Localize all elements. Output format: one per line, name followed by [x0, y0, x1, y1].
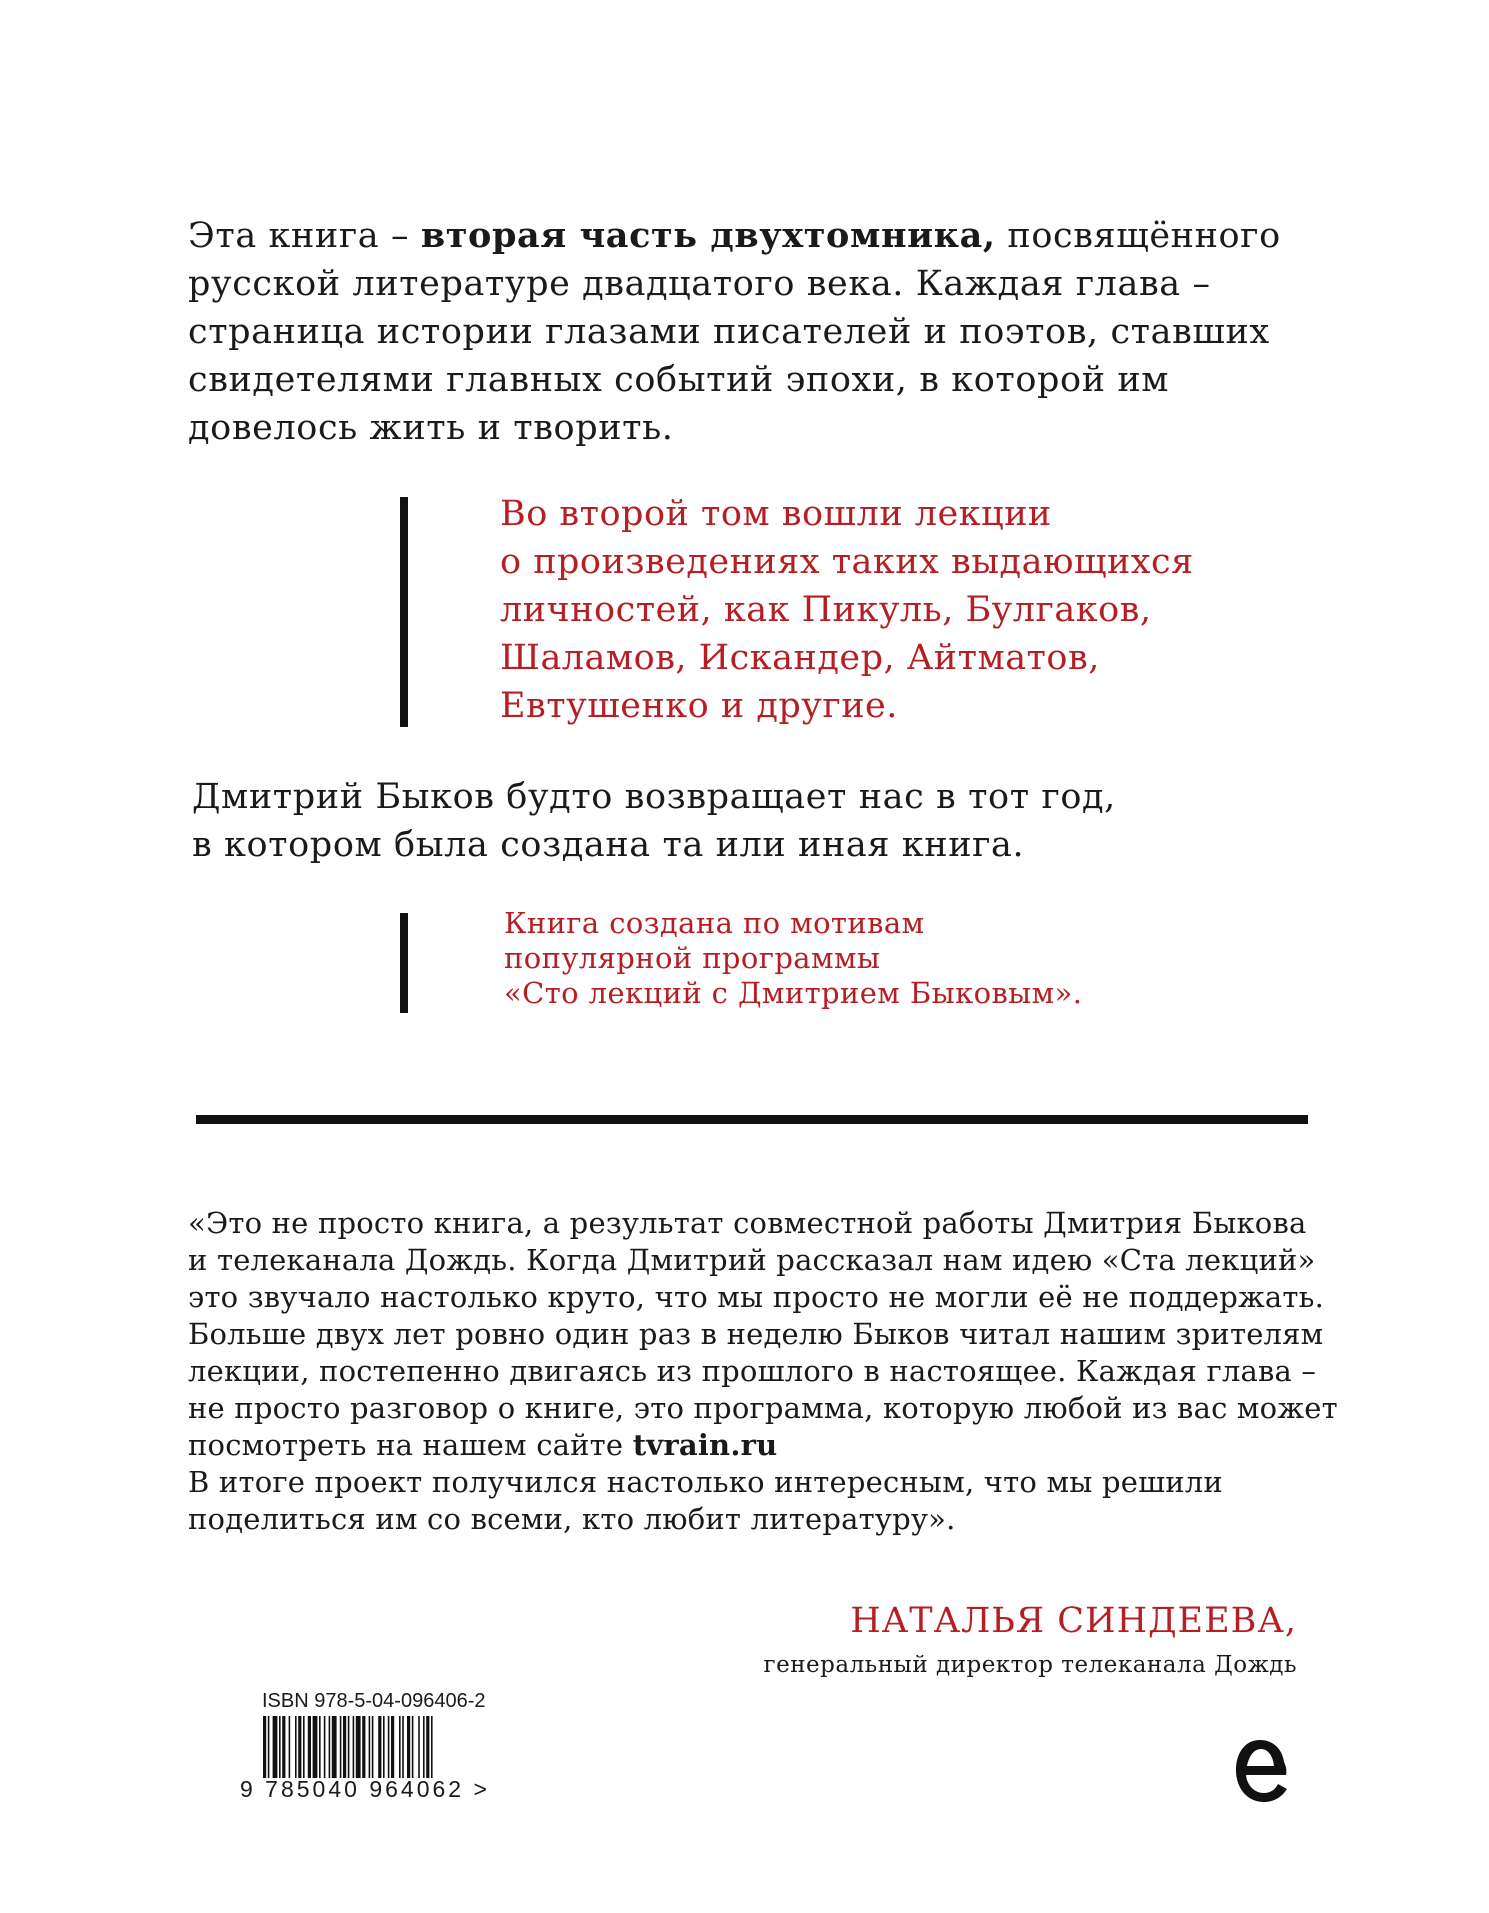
- isbn-label: ISBN 978-5-04-096406-2: [262, 1690, 486, 1712]
- intro-line: свидетелями главных событий эпохи, в которой им: [188, 360, 1170, 400]
- quote-2-line: «Сто лекций с Дмитрием Быковым».: [504, 976, 1083, 1010]
- quote-1-line: о произведениях таких выдающихся: [500, 542, 1194, 582]
- testimonial-line: не просто разговор о книге, это программа, которую любой из вас может: [188, 1391, 1338, 1425]
- testimonial-line: и телеканала Дождь. Когда Дмитрий рассказал нам идею «Ста лекций»: [188, 1243, 1316, 1277]
- signature-name: НАТАЛЬЯ СИНДЕЕВА,: [850, 1601, 1297, 1641]
- intro-bold-phrase: вторая часть двухтомника,: [420, 215, 996, 256]
- horizontal-divider: [196, 1115, 1308, 1124]
- testimonial-line: лекции, постепенно двигаясь из прошлого в настоящее. Каждая глава –: [188, 1354, 1317, 1388]
- testimonial-line: это звучало настолько круто, что мы просто не могли её не поддержать.: [188, 1280, 1325, 1314]
- intro-line: страница истории глазами писателей и поэтов, ставших: [188, 312, 1270, 352]
- middle-paragraph: [192, 773, 1292, 869]
- quote-2: [504, 906, 1204, 1011]
- barcode-digits: 9 785040 964062 >: [240, 1776, 490, 1802]
- testimonial-paragraph: [188, 1205, 1348, 1538]
- quote-1-line: Шаламов, Искандер, Айтматов,: [500, 638, 1100, 678]
- website-link: tvrain.ru: [632, 1428, 778, 1462]
- quote-1-line: Евтушенко и другие.: [500, 686, 898, 726]
- quote-bar-1: [400, 497, 408, 727]
- quote-2-line: Книга создана по мотивам: [504, 906, 925, 940]
- intro-line: русской литературе двадцатого века. Каждая глава –: [188, 264, 1211, 304]
- barcode-icon: [263, 1716, 493, 1778]
- publisher-logo-icon: [1232, 1736, 1292, 1808]
- middle-line: в котором была создана та или иная книга.: [192, 825, 1025, 865]
- testimonial-line: В итоге проект получился настолько интересным, что мы решили: [188, 1465, 1223, 1499]
- signature-role: генеральный директор телеканала Дождь: [763, 1652, 1297, 1678]
- middle-line: Дмитрий Быков будто возвращает нас в тот год,: [192, 777, 1116, 817]
- intro-line: довелось жить и творить.: [188, 408, 674, 448]
- quote-2-line: популярной программы: [504, 941, 881, 975]
- testimonial-line: Больше двух лет ровно один раз в неделю Быков читал нашим зрителям: [188, 1317, 1324, 1351]
- quote-1-line: Во второй том вошли лекции: [500, 494, 1052, 534]
- quote-1: [500, 490, 1300, 730]
- testimonial-line: «Это не просто книга, а результат совместной работы Дмитрия Быкова: [188, 1206, 1307, 1240]
- quote-1-line: личностей, как Пикуль, Булгаков,: [500, 590, 1152, 630]
- intro-line: Эта книга – вторая часть двухтомника, посвящённого: [188, 215, 1281, 256]
- quote-bar-2: [400, 913, 408, 1013]
- intro-paragraph: [188, 212, 1308, 452]
- testimonial-line: посмотреть на нашем сайте tvrain.ru: [188, 1428, 778, 1462]
- testimonial-line: поделиться им со всеми, кто любит литературу».: [188, 1502, 956, 1536]
